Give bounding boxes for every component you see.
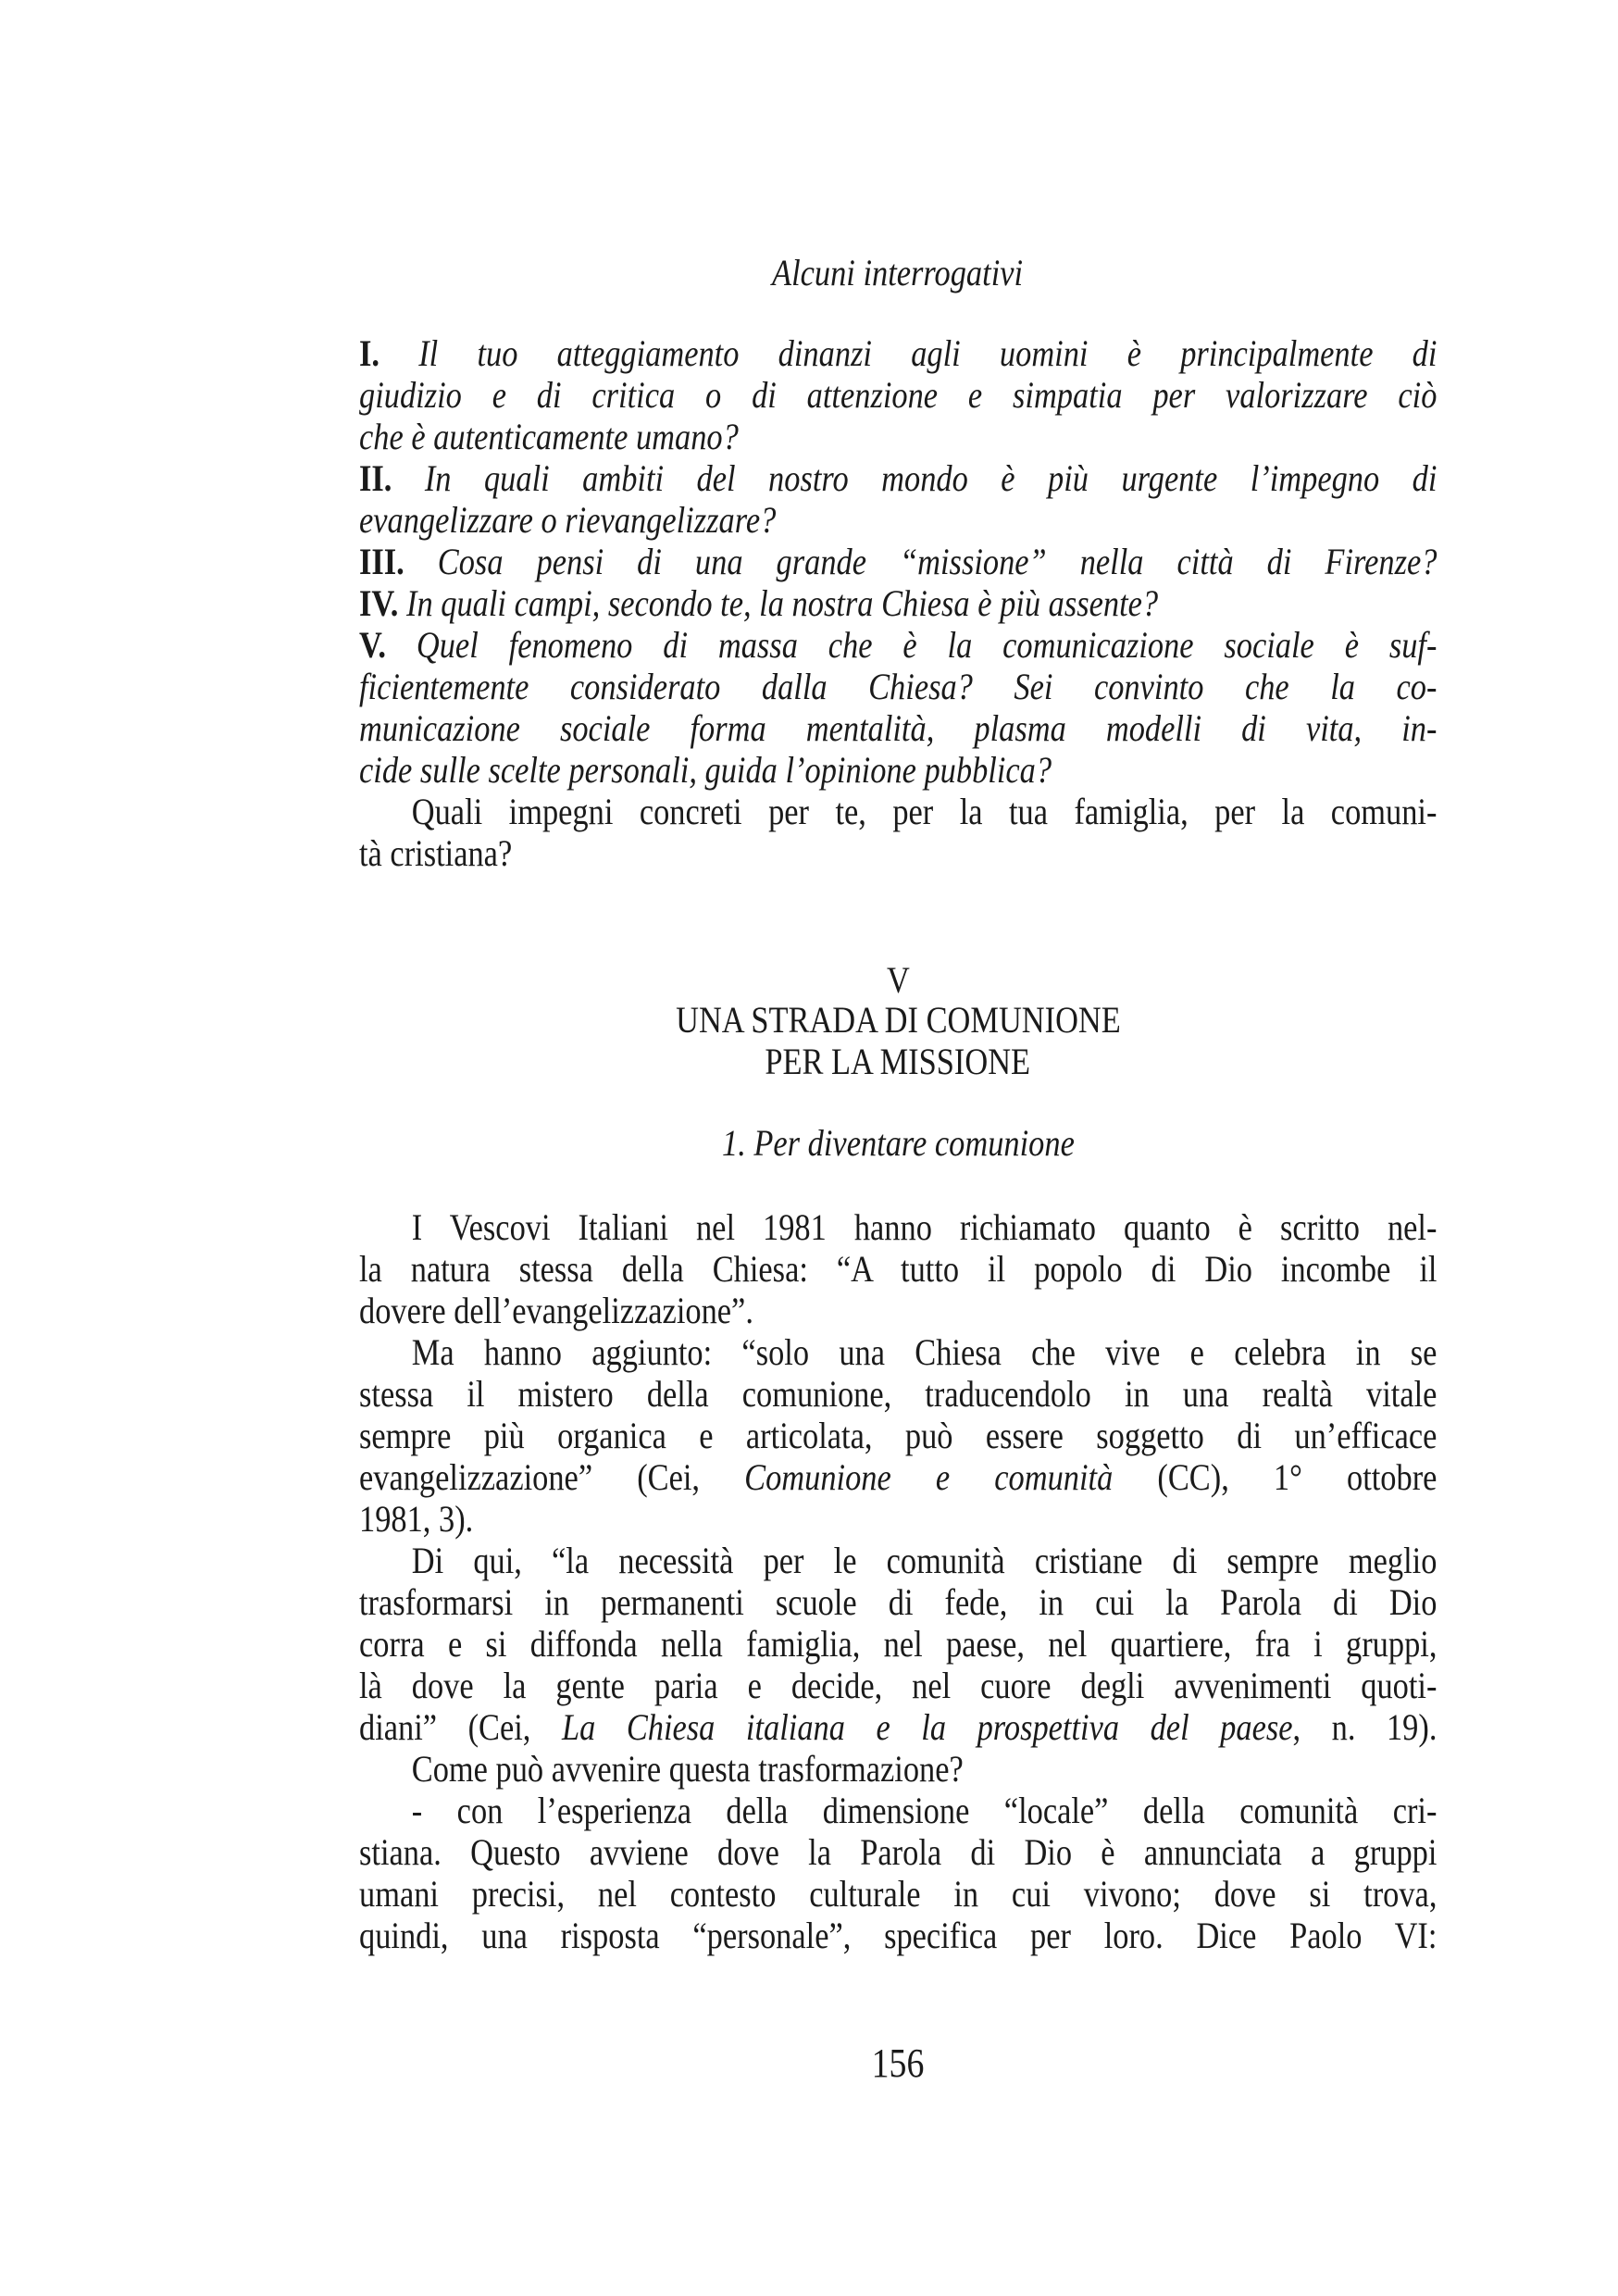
text: quindi, una risposta “personale”, specifica per loro. Dice Paolo VI: <box>359 1915 1438 1956</box>
question-line <box>359 582 1437 624</box>
text: tà cristiana? <box>359 832 513 874</box>
paragraph-line <box>359 1331 1437 1373</box>
paragraph-line <box>359 1581 1437 1623</box>
text: 1981, 3). <box>359 1498 474 1540</box>
body-text <box>359 1206 1437 1956</box>
text: Quali impegni concreti per te, per la tua famiglia, per la comuni- <box>411 791 1438 832</box>
question-line <box>359 791 1437 832</box>
italic-text: In quali campi, secondo te, la nostra Chiesa è più assente? <box>398 582 1159 624</box>
text: stessa il mistero della comunione, traducendolo in una realtà vitale <box>359 1373 1438 1415</box>
question-line <box>359 624 1437 666</box>
chapter-title-line-2: PER LA MISSIONE <box>765 1041 1031 1082</box>
text: diani” (Cei, <box>359 1706 562 1748</box>
question-line <box>359 832 1437 874</box>
paragraph-line <box>359 1706 1437 1748</box>
italic-text: giudizio e di critica o di attenzione e simpatia per valorizzare ciò <box>359 374 1438 416</box>
italic-text: Comunione e comunità <box>744 1456 1114 1498</box>
question-line <box>359 457 1437 499</box>
paragraph-line <box>359 1623 1437 1665</box>
chapter-number: V <box>886 959 910 1001</box>
question-numeral: V. <box>359 624 387 666</box>
italic-text: municazione sociale forma mentalità, plasma modelli di vita, in- <box>359 707 1438 749</box>
paragraph-line <box>359 1831 1437 1873</box>
text: - con l’esperienza della dimensione “locale” della comunità cri- <box>411 1790 1438 1831</box>
italic-text: Quel fenomeno di massa che è la comunicazione sociale è suf- <box>386 624 1438 666</box>
paragraph-line <box>359 1790 1437 1831</box>
italic-text: che è autenticamente umano? <box>359 416 739 457</box>
paragraph-line <box>359 1915 1437 1956</box>
italic-text: La Chiesa italiana e la prospettiva del paese <box>561 1706 1293 1748</box>
paragraph-line <box>359 1498 1437 1540</box>
question-line <box>359 499 1437 541</box>
question-line <box>359 416 1437 457</box>
text: stiana. Questo avviene dove la Parola di Dio è annunciata a gruppi <box>359 1831 1438 1873</box>
paragraph-line <box>359 1290 1437 1331</box>
page-number: 156 <box>871 2040 925 2086</box>
question-numeral: IV. <box>359 582 399 624</box>
text: (CC), 1° ottobre <box>1113 1456 1438 1498</box>
question-line <box>359 707 1437 749</box>
paragraph-line <box>359 1248 1437 1290</box>
paragraph-line <box>359 1373 1437 1415</box>
question-numeral: II. <box>359 457 392 499</box>
text: I Vescovi Italiani nel 1981 hanno richiamato quanto è scritto nel- <box>411 1206 1438 1248</box>
italic-text: evangelizzare o rievangelizzare? <box>359 499 777 541</box>
paragraph-line <box>359 1665 1437 1706</box>
italic-text: Cosa pensi di una grande “missione” nella città di Firenze? <box>404 541 1438 582</box>
text: Come può avvenire questa trasformazione? <box>411 1748 964 1790</box>
text: là dove la gente paria e decide, nel cuore degli avvenimenti quoti- <box>359 1665 1438 1706</box>
italic-text: In quali ambiti del nostro mondo è più urgente l’impegno di <box>392 457 1438 499</box>
paragraph-line <box>359 1540 1437 1581</box>
text: trasformarsi in permanenti scuole di fede, in cui la Parola di Dio <box>359 1581 1438 1623</box>
text: sempre più organica e articolata, può essere soggetto di un’efficace <box>359 1415 1438 1456</box>
text: Di qui, “la necessità per le comunità cristiane di sempre meglio <box>411 1540 1438 1581</box>
question-line <box>359 332 1437 374</box>
question-line <box>359 541 1437 582</box>
question-numeral: III. <box>359 541 404 582</box>
question-line <box>359 666 1437 707</box>
text: Ma hanno aggiunto: “solo una Chiesa che vive e celebra in se <box>411 1331 1438 1373</box>
italic-text: cide sulle scelte personali, guida l’opinione pubblica? <box>359 749 1052 791</box>
question-numeral: I. <box>359 332 380 374</box>
text: evangelizzazione” (Cei, <box>359 1456 745 1498</box>
text: umani precisi, nel contesto culturale in cui vivono; dove si trova, <box>359 1873 1438 1915</box>
paragraph-line <box>359 1206 1437 1248</box>
paragraph-line <box>359 1415 1437 1456</box>
paragraph-line <box>359 1873 1437 1915</box>
text: dovere dell’evangelizzazione”. <box>359 1290 753 1331</box>
text: , n. 19). <box>1292 1706 1438 1748</box>
paragraph-line <box>359 1456 1437 1498</box>
questions-list <box>359 332 1437 874</box>
chapter-title-line-1: UNA STRADA DI COMUNIONE <box>675 999 1121 1041</box>
section-heading: 1. Per diventare comunione <box>721 1122 1075 1164</box>
question-line <box>359 374 1437 416</box>
text: la natura stessa della Chiesa: “A tutto il popolo di Dio incombe il <box>359 1248 1438 1290</box>
italic-text: ficientemente considerato dalla Chiesa? Sei convinto che la co- <box>359 666 1438 707</box>
paragraph-line <box>359 1748 1437 1790</box>
text: corra e si diffonda nella famiglia, nel paese, nel quartiere, fra i gruppi, <box>359 1623 1438 1665</box>
questions-heading: Alcuni interrogativi <box>772 252 1024 293</box>
question-line <box>359 749 1437 791</box>
italic-text: Il tuo atteggiamento dinanzi agli uomini è principalmente di <box>379 332 1438 374</box>
